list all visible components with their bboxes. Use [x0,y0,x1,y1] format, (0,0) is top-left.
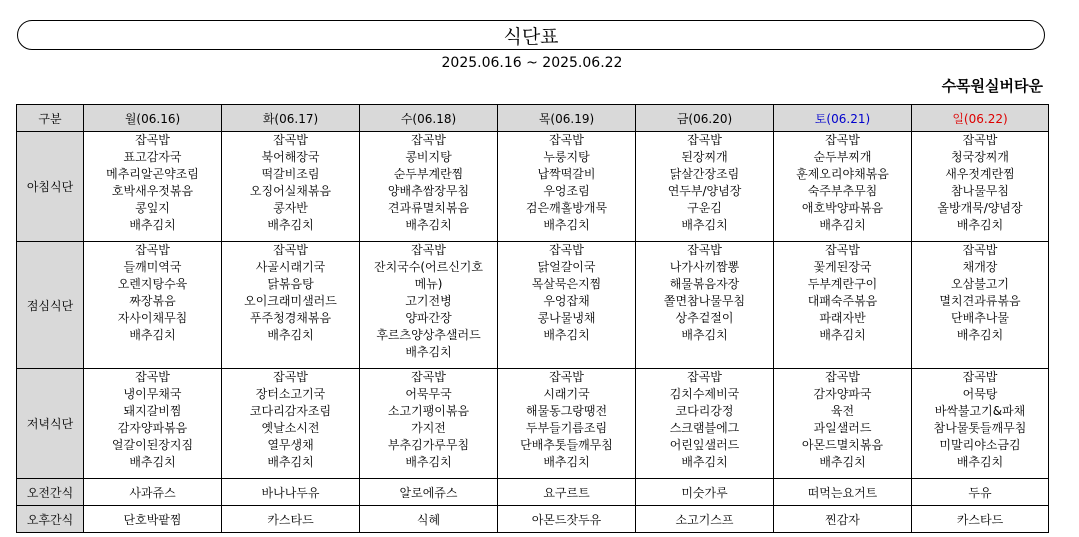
menu-item: 우엉조림 [543,184,590,198]
menu-item: 잡곡밥 [825,370,860,384]
menu-item: 떡갈비조림 [261,167,320,181]
organization-name: 수목원실버타운 [941,77,1043,95]
menu-item: 견과류멸치볶음 [387,201,470,215]
menu-item: 연두부/양념장 [667,184,742,198]
menu-cell [360,242,498,369]
menu-item: 된장찌개 [681,150,728,164]
menu-item: 훈제오리야채볶음 [796,167,889,181]
menu-item: 잡곡밥 [273,370,308,384]
menu-item: 어묵무국 [405,387,452,401]
snack-row [17,506,1049,533]
menu-item: 옛날소시전 [261,421,320,435]
menu-item: 오징어실채볶음 [249,184,332,198]
menu-item: 잡곡밥 [411,243,446,257]
menu-item: 배추김치 [267,455,314,469]
menu-item: 잡곡밥 [687,133,722,147]
menu-item: 배추김치 [129,455,176,469]
menu-item: 미말리야소금김 [939,438,1021,452]
snack-cell: 미숫가루 [636,479,774,506]
snack-cell: 찐감자 [774,506,912,533]
menu-cell [222,242,360,369]
meal-row [17,132,1049,242]
menu-item: 감자양파국 [813,387,872,401]
menu-cell [912,242,1049,369]
menu-item: 잡곡밥 [687,243,722,257]
menu-cell [774,242,912,369]
menu-item: 잡곡밥 [962,133,998,147]
day-header-mon: 월(06.16) [84,105,222,132]
menu-item: 배추김치 [819,455,866,469]
menu-cell [636,369,774,479]
menu-item: 배추김치 [129,328,176,342]
meal-row [17,242,1049,369]
snack-cell: 바나나두유 [222,479,360,506]
snack-cell: 소고기스프 [636,506,774,533]
menu-item: 닭얼갈이국 [537,260,596,274]
menu-item: 배추김치 [267,218,314,232]
menu-item: 배추김치 [956,328,1004,342]
menu-item: 육전 [830,404,855,418]
menu-cell [912,369,1049,479]
menu-item: 고기전병 [405,294,452,308]
menu-item: 열무생채 [267,438,314,452]
menu-item: 돼지갈비찜 [123,404,182,418]
menu-item: 단배추나물 [951,311,1009,325]
menu-item: 검은깨홀방개묵 [525,201,608,215]
menu-table [16,104,1049,533]
menu-item: 잡곡밥 [962,243,998,257]
snack-cell: 카스타드 [912,506,1049,533]
menu-item: 콩잎지 [135,201,170,215]
menu-item: 올방개묵/양념장 [937,201,1023,215]
menu-item: 양배추쌈장무침 [387,184,470,198]
menu-item: 가지전 [411,421,446,435]
menu-item: 나가사끼짬뽕 [669,260,740,274]
menu-item: 배추김치 [405,218,452,232]
menu-item: 푸주청경채볶음 [249,311,332,325]
menu-cell [636,242,774,369]
menu-item: 호박새우젓볶음 [111,184,194,198]
menu-item: 소고기팽이볶음 [387,404,470,418]
menu-item: 배추김치 [819,328,866,342]
menu-item: 바싹불고기&파채 [934,404,1026,418]
menu-cell [222,132,360,242]
menu-item: 잡곡밥 [962,370,998,384]
menu-item: 잡곡밥 [825,133,860,147]
menu-item: 애호박양파볶음 [801,201,884,215]
menu-item: 어묵탕 [962,387,998,401]
menu-item: 장터소고기국 [255,387,326,401]
menu-item: 멸치견과류볶음 [939,294,1021,308]
menu-cell [222,369,360,479]
menu-item: 누룽지탕 [543,150,590,164]
menu-item: 콩나물냉채 [537,311,596,325]
menu-item: 참나물톳들깨무침 [933,421,1027,435]
menu-item: 납짝떡갈비 [537,167,596,181]
menu-item: 잡곡밥 [411,133,446,147]
menu-cell [498,132,636,242]
menu-item: 배추김치 [956,455,1004,469]
menu-item: 청국장찌개 [951,150,1009,164]
menu-item: 쫄면참나물무침 [663,294,746,308]
menu-item: 배추김치 [681,328,728,342]
menu-item: 순두부찌개 [813,150,872,164]
menu-item: 해물동그랑땡전 [525,404,608,418]
menu-item: 오렌지탕수육 [117,277,188,291]
snack-cell: 아몬드잣두유 [498,506,636,533]
day-header-sat: 토(06.21) [774,105,912,132]
menu-item: 잔치국수(어르신기호 [373,260,483,274]
menu-item: 목살묵은지찜 [531,277,602,291]
menu-cell [360,369,498,479]
menu-item: 두부들기름조림 [525,421,608,435]
menu-item: 참나물무침 [951,184,1009,198]
menu-cell [774,132,912,242]
menu-item: 잡곡밥 [135,133,170,147]
menu-item: 배추김치 [405,455,452,469]
menu-cell [84,369,222,479]
menu-item: 얼갈이된장지짐 [111,438,194,452]
snack-row-label: 오전간식 [17,479,84,506]
menu-item: 잡곡밥 [825,243,860,257]
menu-item: 닭살간장조림 [669,167,740,181]
menu-item: 과일샐러드 [813,421,872,435]
menu-item: 꽃게된장국 [813,260,872,274]
menu-item: 코다리감자조림 [249,404,332,418]
header-label: 구분 [17,105,84,132]
menu-item: 오이크래미샐러드 [244,294,337,308]
day-header-tue: 화(06.17) [222,105,360,132]
menu-item: 숙주부추무침 [807,184,878,198]
menu-cell [636,132,774,242]
menu-item: 김치수제비국 [669,387,740,401]
menu-item: 배추김치 [543,328,590,342]
menu-item: 들깨미역국 [123,260,182,274]
menu-cell [498,369,636,479]
snack-cell: 사과쥬스 [84,479,222,506]
menu-item: 부추김가루무침 [387,438,470,452]
menu-item: 콩비지탕 [405,150,452,164]
menu-item: 두부계란구이 [807,277,878,291]
menu-cell [774,369,912,479]
menu-item: 새우젓계란찜 [945,167,1015,181]
menu-item: 냉이무채국 [123,387,182,401]
menu-item: 북어해장국 [261,150,320,164]
menu-item: 잡곡밥 [273,133,308,147]
menu-item: 잡곡밥 [135,243,170,257]
snack-cell: 식혜 [360,506,498,533]
menu-item: 배추김치 [819,218,866,232]
menu-item: 어린잎샐러드 [669,438,740,452]
menu-item: 해물볶음자장 [669,277,740,291]
menu-cell [84,132,222,242]
day-header-sun: 일(06.22) [912,105,1049,132]
menu-item: 자사이채무침 [117,311,188,325]
day-header-fri: 금(06.20) [636,105,774,132]
menu-item: 배추김치 [129,218,176,232]
menu-item: 배추김치 [956,218,1004,232]
menu-item: 대패숙주볶음 [807,294,878,308]
menu-item: 스크램블에그 [669,421,740,435]
day-header-thu: 목(06.19) [498,105,636,132]
menu-item: 우엉잡채 [543,294,590,308]
menu-item: 감자양파볶음 [117,421,188,435]
menu-item: 구운김 [687,201,722,215]
menu-item: 잡곡밥 [549,243,584,257]
menu-item: 아몬드멸치볶음 [801,438,884,452]
date-range: 2025.06.16 ~ 2025.06.22 [441,55,623,71]
menu-item: 배추김치 [267,328,314,342]
menu-item: 잡곡밥 [135,370,170,384]
snack-cell: 단호박팥찜 [84,506,222,533]
menu-item: 배추김치 [543,218,590,232]
snack-row-label: 오후간식 [17,506,84,533]
menu-item: 오삼불고기 [951,277,1009,291]
menu-cell [912,132,1049,242]
menu-item: 사골시래기국 [255,260,326,274]
meal-row-label: 저녁식단 [17,369,84,479]
menu-item: 배추김치 [681,218,728,232]
menu-item: 잡곡밥 [687,370,722,384]
menu-item: 콩자반 [273,201,308,215]
menu-item: 잡곡밥 [411,370,446,384]
menu-item: 메추리알곤약조림 [106,167,199,181]
menu-item: 표고감자국 [123,150,182,164]
menu-item: 채개장 [962,260,998,274]
title-banner [17,20,1045,50]
menu-item: 메뉴) [414,277,443,291]
snack-row [17,479,1049,506]
menu-item: 파래자반 [819,311,866,325]
menu-item: 닭볶음탕 [267,277,314,291]
snack-cell: 떠먹는요거트 [774,479,912,506]
menu-item: 단배추톳들깨무침 [520,438,613,452]
menu-cell [360,132,498,242]
menu-cell [84,242,222,369]
page-title: 식단표 [503,25,559,48]
menu-item: 양파간장 [405,311,452,325]
menu-item: 배추김치 [543,455,590,469]
meal-row [17,369,1049,479]
menu-item: 상추겉절이 [675,311,734,325]
menu-item: 배추김치 [405,345,452,359]
menu-item: 순두부계란찜 [393,167,464,181]
menu-item: 후르츠양상추샐러드 [376,328,481,342]
snack-cell: 알로에쥬스 [360,479,498,506]
snack-cell: 카스타드 [222,506,360,533]
menu-cell [498,242,636,369]
menu-item: 잡곡밥 [549,370,584,384]
menu-item: 코다리강정 [675,404,734,418]
meal-row-label: 아침식단 [17,132,84,242]
meal-row-label: 점심식단 [17,242,84,369]
menu-item: 배추김치 [681,455,728,469]
snack-cell: 요구르트 [498,479,636,506]
day-header-wed: 수(06.18) [360,105,498,132]
menu-item: 잡곡밥 [549,133,584,147]
snack-cell: 두유 [912,479,1049,506]
menu-item: 짜장볶음 [129,294,176,308]
header-row [17,105,1049,132]
menu-item: 잡곡밥 [273,243,308,257]
menu-item: 시래기국 [543,387,590,401]
